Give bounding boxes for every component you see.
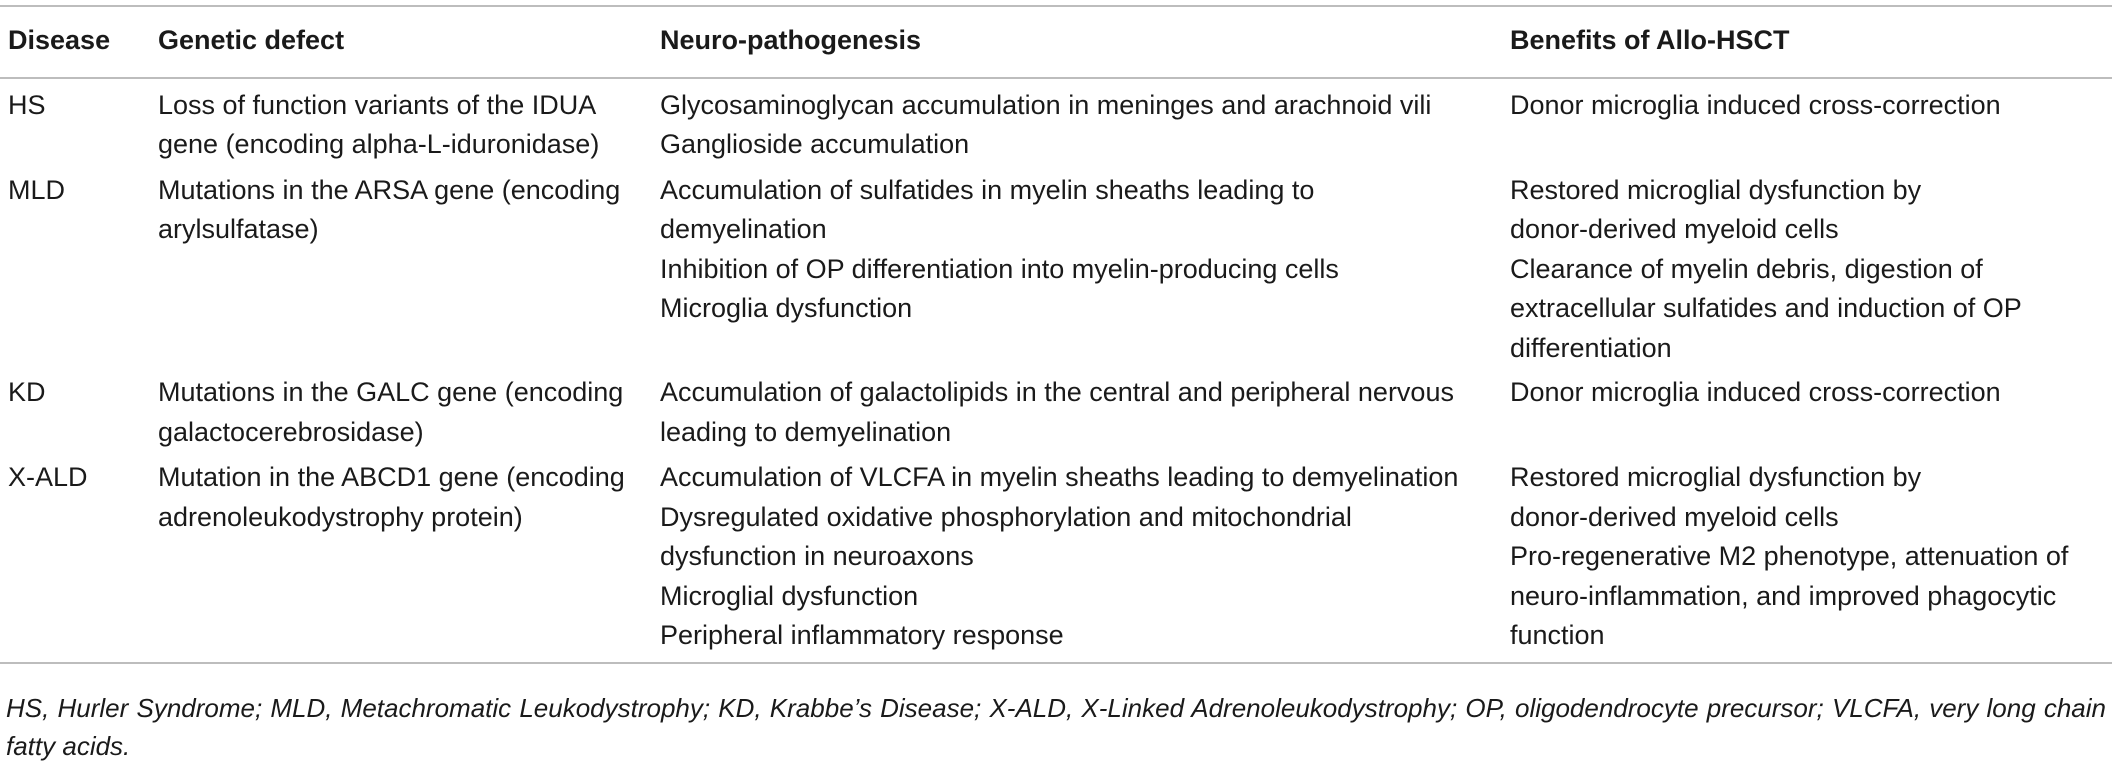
cell-line: neuro-inflammation, and improved phagocytic xyxy=(1510,580,2057,611)
disease-table xyxy=(0,5,2112,664)
cell-line: Inhibition of OP differentiation into myelin-producing cells xyxy=(660,253,1339,284)
cell-disease: HS xyxy=(8,89,46,120)
cell-line: Restored microglial dysfunction by xyxy=(1510,174,1922,205)
cell-line: Accumulation of galactolipids in the central and peripheral nervous xyxy=(660,377,1454,407)
cell-benefits xyxy=(1510,171,2112,374)
cell-line: Dysregulated oxidative phosphorylation and mitochondrial xyxy=(660,501,1352,532)
cell-genetic-defect xyxy=(158,373,660,458)
cell-disease: KD xyxy=(8,377,46,407)
cell-line: Mutations in the ARSA gene (encoding xyxy=(158,174,621,205)
cell-line: differentiation xyxy=(1510,332,1672,363)
cell-line: extracellular sulfatides and induction of OP xyxy=(1510,293,2022,323)
cell-line: Glycosaminoglycan accumulation in meninges and arachnoid vili xyxy=(660,89,1432,120)
table-header xyxy=(0,6,2112,78)
header-disease: Disease xyxy=(0,6,158,78)
cell-line: Ganglioside accumulation xyxy=(660,129,970,159)
table-row xyxy=(0,171,2112,374)
header-neuro-pathogenesis: Neuro-pathogenesis xyxy=(660,6,1510,78)
cell-line: Pro-regenerative M2 phenotype, attenuation of xyxy=(1510,541,2069,571)
cell-line: Accumulation of sulfatides in myelin sheaths leading to xyxy=(660,174,1315,205)
cell-line: Peripheral inflammatory response xyxy=(660,620,1064,650)
cell-line: donor-derived myeloid cells xyxy=(1510,214,1839,244)
cell-line: Microglial dysfunction xyxy=(660,580,919,611)
cell-line: arylsulfatase) xyxy=(158,214,319,244)
cell-benefits xyxy=(1510,458,2112,663)
cell-neuro-pathogenesis xyxy=(660,171,1510,374)
cell-line: Donor microglia induced cross-correction xyxy=(1510,377,2001,407)
cell-line: gene (encoding alpha-L-iduronidase) xyxy=(158,129,600,159)
cell-benefits xyxy=(1510,373,2112,458)
cell-disease: MLD xyxy=(8,174,66,205)
cell-line: leading to demyelination xyxy=(660,416,952,447)
cell-disease: X-ALD xyxy=(0,458,158,663)
header-benefits: Benefits of Allo-HSCT xyxy=(1510,6,2112,78)
cell-benefits xyxy=(1510,78,2112,171)
table-row xyxy=(0,78,2112,171)
cell-line: Loss of function variants of the IDUA xyxy=(158,89,597,120)
cell-neuro-pathogenesis xyxy=(660,78,1510,171)
header-genetic-defect: Genetic defect xyxy=(158,6,660,78)
table-row xyxy=(0,373,2112,458)
table-body xyxy=(0,78,2112,663)
cell-line: Accumulation of VLCFA in myelin sheaths leading to demyelination xyxy=(660,462,1459,492)
cell-line: adrenoleukodystrophy protein) xyxy=(158,501,523,532)
cell-line: Mutation in the ABCD1 gene (encoding xyxy=(158,462,625,492)
table-row xyxy=(0,458,2112,663)
cell-line: demyelination xyxy=(660,214,827,244)
cell-line: Microglia dysfunction xyxy=(660,293,913,323)
cell-line: Mutations in the GALC gene (encoding xyxy=(158,377,624,407)
cell-line: Donor microglia induced cross-correction xyxy=(1510,89,2001,120)
cell-line: function xyxy=(1510,620,1605,650)
cell-neuro-pathogenesis xyxy=(660,373,1510,458)
cell-line: dysfunction in neuroaxons xyxy=(660,541,974,571)
cell-genetic-defect xyxy=(158,171,660,374)
table-footnote: HS, Hurler Syndrome; MLD, Metachromatic Leukodystrophy; KD, Krabbe’s Disease; X-ALD, X-Linked Adrenoleukodystrophy; OP, oligodendrocyte precursor; VLCFA, very long chain fatty acids. xyxy=(6,693,2106,761)
cell-neuro-pathogenesis xyxy=(660,458,1510,663)
cell-genetic-defect xyxy=(158,458,660,663)
cell-line: donor-derived myeloid cells xyxy=(1510,501,1839,532)
cell-line: Clearance of myelin debris, digestion of xyxy=(1510,253,1983,284)
cell-genetic-defect xyxy=(158,78,660,171)
cell-line: Restored microglial dysfunction by xyxy=(1510,462,1922,492)
cell-line: galactocerebrosidase) xyxy=(158,416,424,447)
header-row xyxy=(0,6,2112,78)
